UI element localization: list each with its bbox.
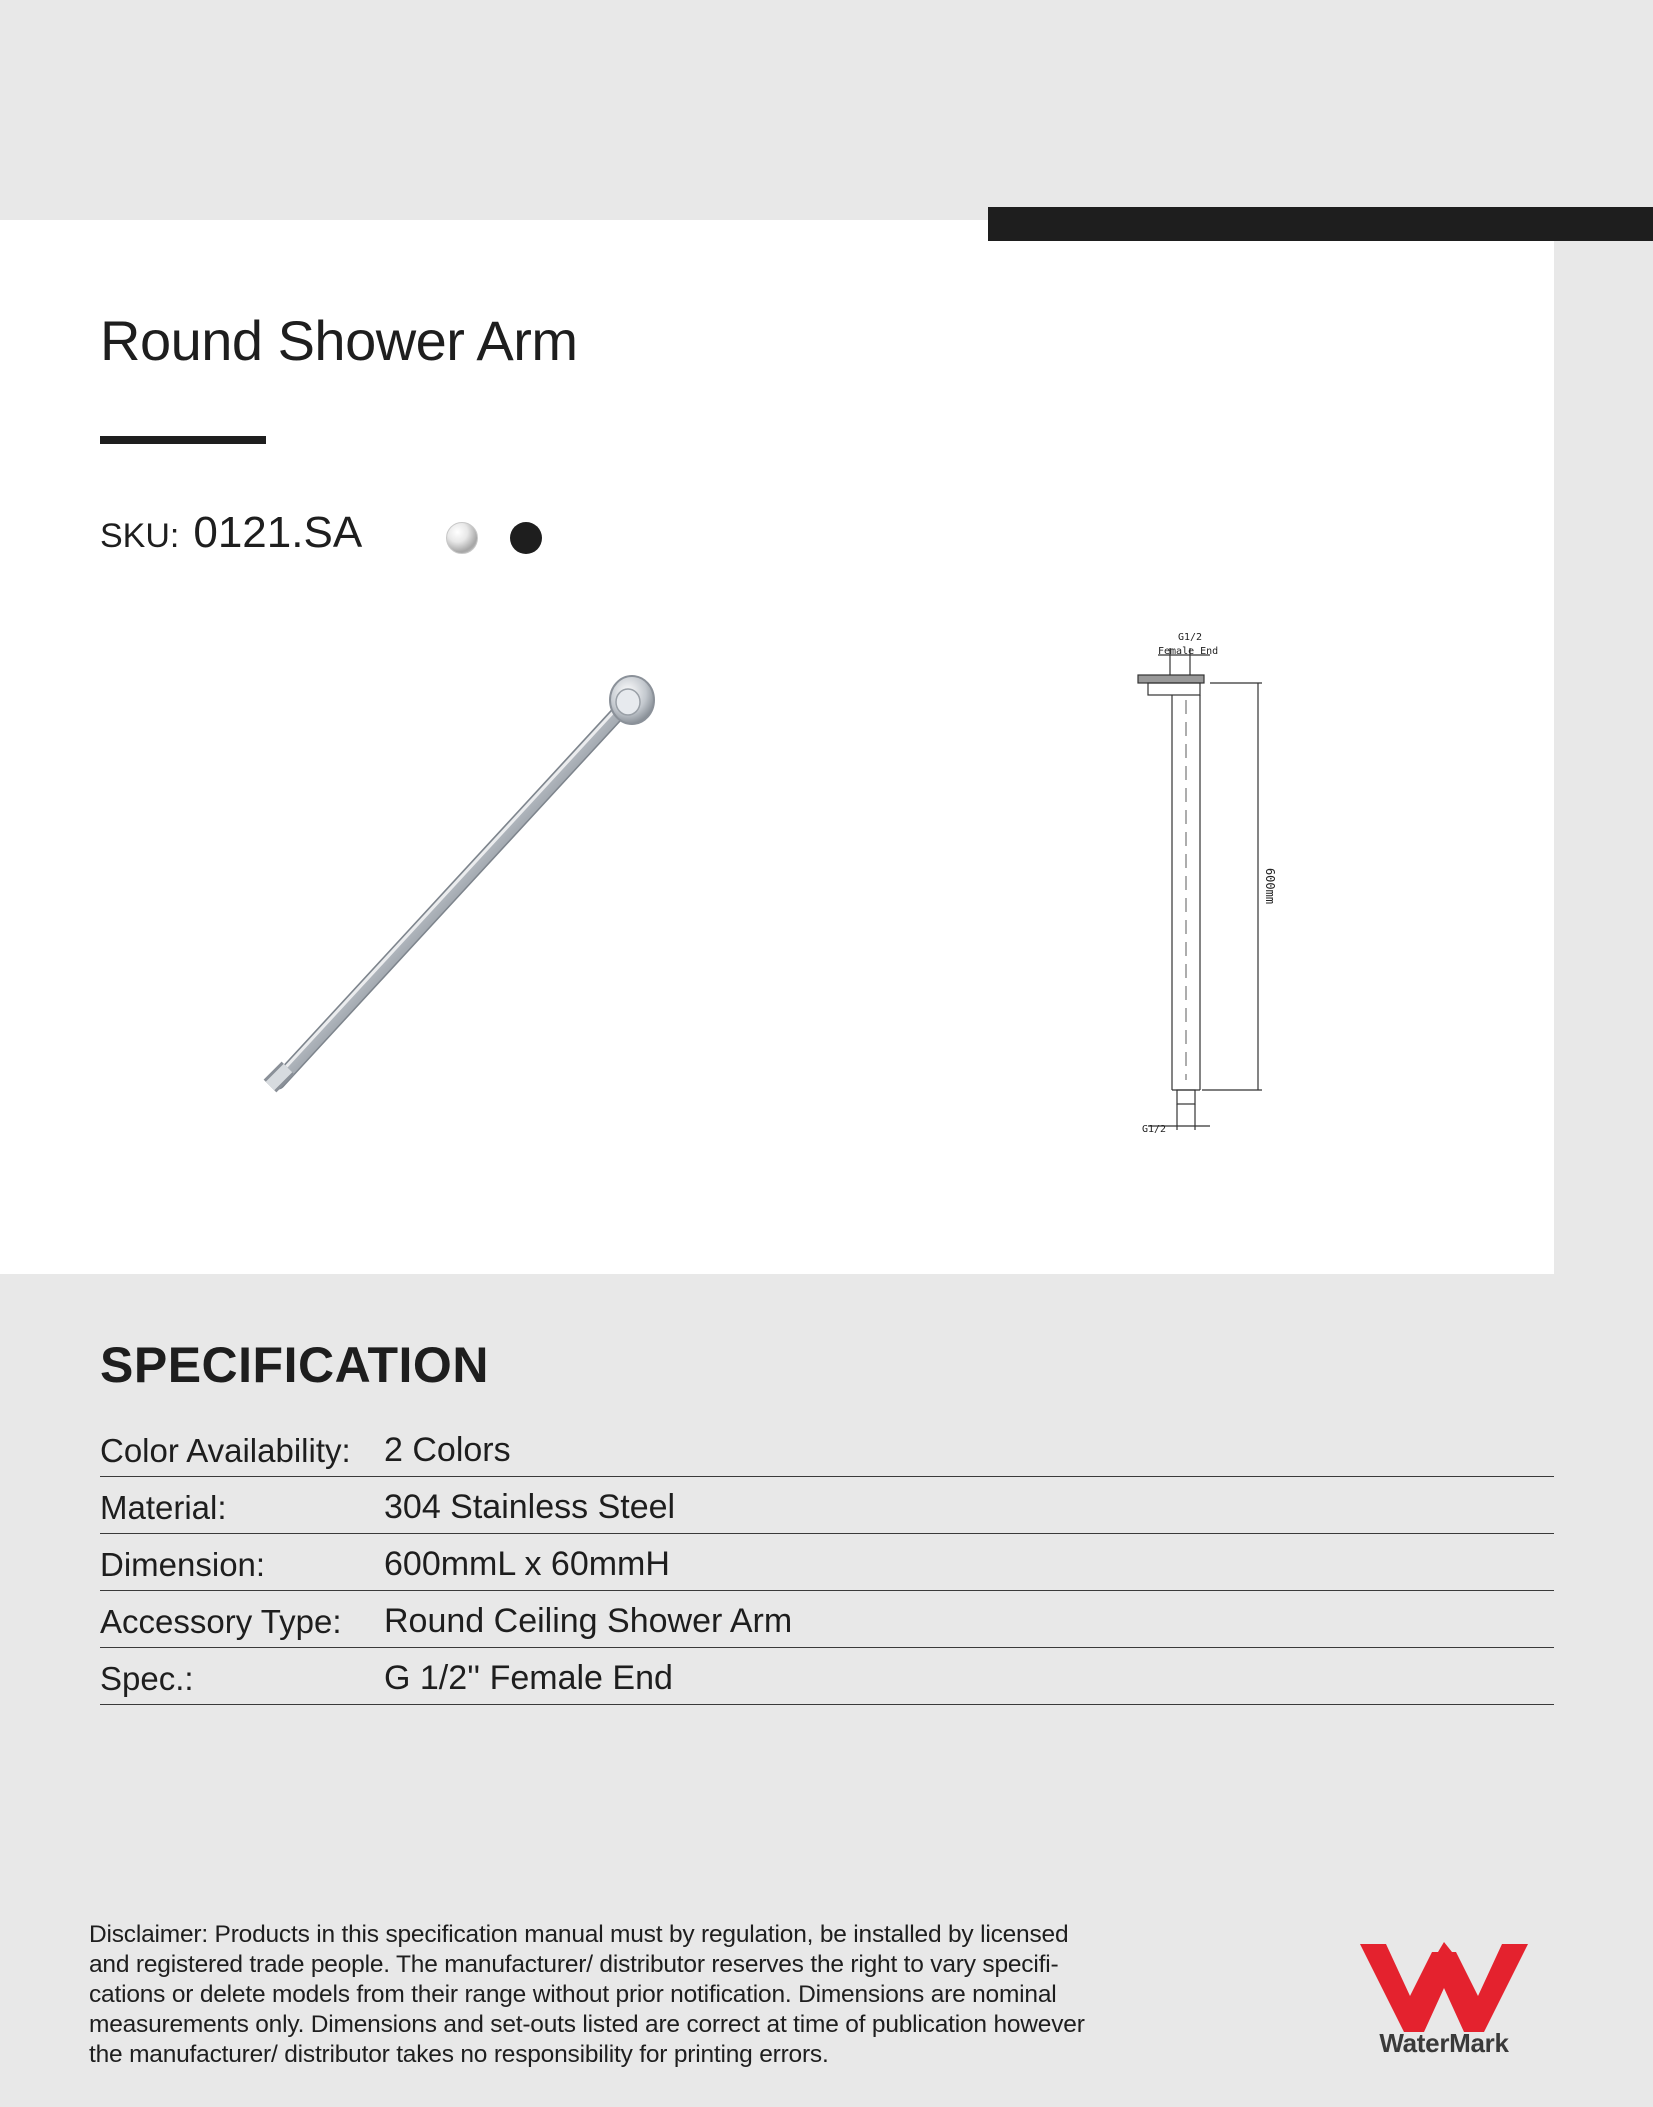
spec-label: Dimension: bbox=[100, 1546, 266, 1583]
spec-value: 304 Stainless Steel bbox=[384, 1488, 676, 1526]
disclaimer-line: measurements only. Dimensions and set-outs listed are correct at time of publication however bbox=[89, 2011, 1085, 2038]
watermark-logo-text: WaterMark bbox=[1379, 2028, 1509, 2058]
specification-table bbox=[100, 1420, 1554, 1705]
product-title: Round Shower Arm bbox=[100, 309, 578, 372]
disclaimer-line: and registered trade people. The manufacturer/ distributor reserves the right to vary specifi- bbox=[89, 1951, 1059, 1978]
sku-line bbox=[100, 508, 362, 558]
spec-row-accessory-type bbox=[100, 1591, 1554, 1648]
disclaimer-line: Disclaimer: Products in this specification manual must by regulation, be installed by licensed bbox=[89, 1921, 1069, 1948]
title-underline bbox=[100, 436, 266, 444]
disclaimer bbox=[89, 1920, 1179, 2070]
drawing-top-label-2: Female End bbox=[1158, 646, 1219, 657]
spec-label: Spec.: bbox=[100, 1660, 194, 1697]
drawing-bottom-label: G1/2 bbox=[1142, 1124, 1167, 1135]
spec-value: G 1/2'' Female End bbox=[384, 1659, 673, 1697]
spec-row-material bbox=[100, 1477, 1554, 1534]
spec-row-spec bbox=[100, 1648, 1554, 1705]
spec-label: Material: bbox=[100, 1489, 227, 1526]
disclaimer-line: the manufacturer/ distributor takes no responsibility for printing errors. bbox=[89, 2041, 829, 2068]
product-panel bbox=[0, 220, 1554, 1274]
technical-drawing bbox=[1120, 620, 1300, 1150]
spec-label: Accessory Type: bbox=[100, 1603, 342, 1640]
product-photo bbox=[260, 650, 680, 1100]
specification-title: SPECIFICATION bbox=[100, 1337, 489, 1393]
spec-label: Color Availability: bbox=[100, 1432, 351, 1469]
sku-label: SKU: bbox=[100, 517, 180, 555]
accent-bar bbox=[988, 207, 1653, 241]
spec-value: 600mmL x 60mmH bbox=[384, 1545, 670, 1583]
spec-value: Round Ceiling Shower Arm bbox=[384, 1602, 793, 1640]
spec-value: 2 Colors bbox=[384, 1431, 511, 1469]
drawing-top-label-1: G1/2 bbox=[1178, 632, 1203, 643]
black-swatch bbox=[510, 522, 542, 554]
chrome-swatch bbox=[446, 522, 478, 554]
spec-row-color bbox=[100, 1420, 1554, 1477]
disclaimer-line: cations or delete models from their range without prior notification. Dimensions are nominal bbox=[89, 1981, 1057, 2008]
drawing-length-label: 600mm bbox=[1263, 867, 1277, 905]
watermark-logo-icon bbox=[1360, 1938, 1528, 2032]
header-band bbox=[0, 0, 1653, 220]
spec-row-dimension bbox=[100, 1534, 1554, 1591]
sku-value: 0121.SA bbox=[193, 508, 363, 557]
